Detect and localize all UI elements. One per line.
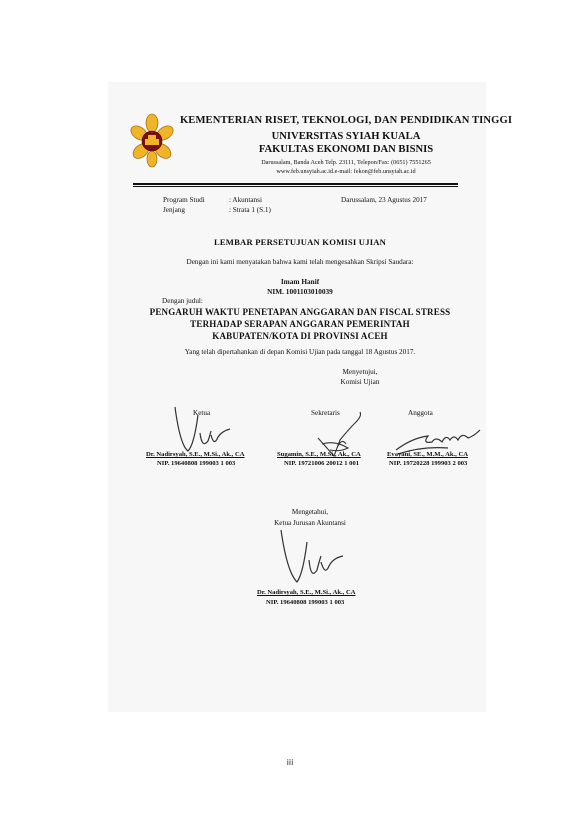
level-value: : Strata 1 (S.1) <box>229 206 271 214</box>
anggota-name: Evayani, SE., M.M., Ak., CA <box>387 451 468 458</box>
thesis-title-line-3: KABUPATEN/KOTA DI PROVINSI ACEH <box>212 331 388 341</box>
ketua-signature <box>170 405 250 455</box>
student-name: Imam Hanif <box>280 277 320 286</box>
anggota-role: Anggota <box>408 409 433 417</box>
sekretaris-nip: NIP. 19721006 20012 1 001 <box>284 460 360 467</box>
web-email-line: www.feb.unsyiah.ac.id.e-mail: fekon@feb.unsyiah.ac.id <box>276 168 416 175</box>
program-value: : Akuntansi <box>229 196 262 204</box>
page-number: iii <box>286 758 294 767</box>
approval-heading: Menyetujui, <box>342 368 378 376</box>
program-label: Program Studi <box>163 196 205 204</box>
document-title: LEMBAR PERSETUJUAN KOMISI UJIAN <box>213 237 387 247</box>
committee-label: Komisi Ujian <box>340 378 380 386</box>
university-seal-logo <box>130 113 174 169</box>
ministry-heading: KEMENTERIAN RISET, TEKNOLOGI, DAN PENDIDIKAN TINGGI <box>179 115 513 126</box>
letterhead-divider-thick <box>133 183 458 185</box>
thesis-title-line-1: PENGARUH WAKTU PENETAPAN ANGGARAN DAN FISCAL STRESS <box>149 307 451 317</box>
level-label: Jenjang <box>163 206 185 214</box>
student-nim: NIM. 1001103010039 <box>267 287 333 296</box>
university-heading: UNIVERSITAS SYIAH KUALA <box>271 131 421 142</box>
faculty-heading: FAKULTAS EKONOMI DAN BISNIS <box>258 144 434 155</box>
letterhead-divider-thin <box>133 186 458 187</box>
judul-label: Dengan judul: <box>162 297 203 305</box>
kajur-nip: NIP. 19640808 199003 1 003 <box>266 599 345 606</box>
thesis-title-line-2: TERHADAP SERAPAN ANGGARAN PEMERINTAH <box>190 319 410 329</box>
kajur-signature <box>275 526 355 586</box>
address-line: Darussalam, Banda Aceh Telp. 23111, Telepon/Fax: (0651) 7551265 <box>261 159 431 166</box>
kajur-name: Dr. Nadirsyah, S.E., M.Si., Ak., CA <box>257 589 356 596</box>
sekretaris-name: Sugamin, S.E., M.Si., Ak., CA <box>277 451 361 458</box>
defended-statement: Yang telah dipertahankan di depan Komisi Ujian pada tanggal 18 Agustus 2017. <box>184 348 416 356</box>
intro-text: Dengan ini kami menyatakan bahwa kami telah mengesahkan Skripsi Saudara: <box>186 258 414 266</box>
acknowledge-heading: Mengetahui, <box>291 508 329 516</box>
sekretaris-role: Sekretaris <box>311 409 340 417</box>
acknowledge-role: Ketua Jurusan Akuntansi <box>274 519 346 527</box>
place-date: Darussalam, 23 Agustus 2017 <box>341 196 427 204</box>
ketua-name: Dr. Nadirsyah, S.E., M.Si., Ak., CA <box>146 451 245 458</box>
scanned-page <box>108 82 486 712</box>
anggota-nip: NIP. 19720228 199903 2 003 <box>389 460 468 467</box>
ketua-nip: NIP. 19640808 199003 1 003 <box>157 460 236 467</box>
ketua-role: Ketua <box>193 409 211 417</box>
